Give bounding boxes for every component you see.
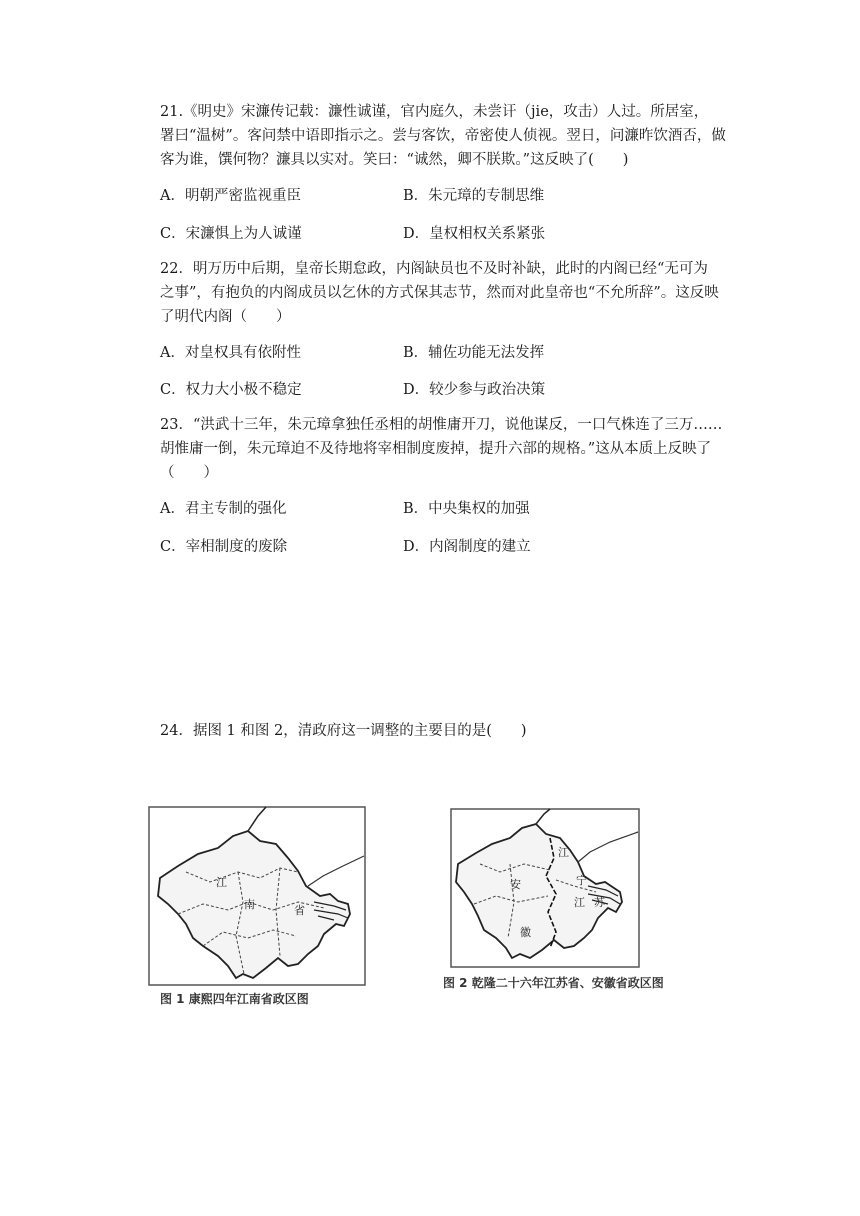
map-2-label-an: 安 bbox=[510, 878, 521, 891]
question-21-option-d[interactable]: D．皇权相权关系紧张 bbox=[403, 226, 546, 242]
question-23-line: （ ） bbox=[160, 465, 218, 481]
question-22-stem bbox=[160, 257, 719, 329]
question-22-line: 了明代内阁（ ） bbox=[160, 309, 291, 325]
question-22-option-b[interactable]: B．辅佐功能无法发挥 bbox=[403, 345, 545, 361]
question-24-stem: 24．据图 1 和图 2，清政府这一调整的主要目的是( ) bbox=[160, 723, 527, 739]
question-23-line: 胡惟庸一倒，朱元璋迫不及待地将宰相制度废掉，提升六部的规格。”这从本质上反映了 bbox=[160, 441, 712, 457]
map-2-qianlong-jiangsu-anhui bbox=[450, 808, 640, 968]
map-1-label-sheng: 省 bbox=[294, 904, 305, 917]
question-21-line: 客为谁，馔何物？濂具以实对。笑曰：“诚然，卿不朕欺。”这反映了( ) bbox=[160, 152, 629, 168]
question-22-line: 之事”，有抱负的内阁成员以乞休的方式保其志节，然而对此皇帝也“不允所辞”。这反映 bbox=[160, 285, 719, 301]
question-21-line: 21.《明史》宋濂传记载：濂性诚谨，官内庭久，未尝讦（jie，攻击）人过。所居室， bbox=[160, 104, 709, 120]
question-23-stem bbox=[160, 413, 723, 485]
map-1-label-nan: 南 bbox=[244, 898, 255, 911]
map-2-label-hui: 徽 bbox=[520, 926, 531, 939]
question-21-option-b[interactable]: B．朱元璋的专制思维 bbox=[403, 188, 545, 204]
question-23-option-d[interactable]: D．内阁制度的建立 bbox=[403, 539, 531, 555]
question-21-option-a[interactable]: A．明朝严密监视重臣 bbox=[160, 188, 301, 204]
question-22-line: 22．明万历中后期，皇帝长期怠政，内阁缺员也不及时补缺，此时的内阁已经“无可为 bbox=[160, 261, 708, 277]
question-21-line: 署曰“温树”。客问禁中语即指示之。尝与客饮，帝密使人侦视。翌日，问濂昨饮酒否，做 bbox=[160, 128, 726, 144]
map-2-label-jiang-north: 江 bbox=[558, 846, 569, 859]
question-22-option-d[interactable]: D．较少参与政治决策 bbox=[403, 382, 546, 398]
question-23-line: 23．“洪武十三年，朱元璋拿独任丞相的胡惟庸开刀，说他谋反，一口气株连了三万…… bbox=[160, 417, 723, 433]
question-21-option-c[interactable]: C．宋濂惧上为人诚谨 bbox=[160, 226, 302, 242]
question-22-option-c[interactable]: C．权力大小极不稳定 bbox=[160, 382, 302, 398]
question-23-option-b[interactable]: B．中央集权的加强 bbox=[403, 501, 530, 517]
map-1-caption: 图 1 康熙四年江南省政区图 bbox=[160, 992, 309, 1006]
map-1-label-jiang: 江 bbox=[216, 876, 227, 889]
question-21-stem bbox=[160, 100, 726, 172]
map-2-label-su: 苏 bbox=[594, 896, 605, 909]
map-1-kangxi-jiangnan bbox=[148, 806, 366, 986]
map-2-caption: 图 2 乾隆二十六年江苏省、安徽省政区图 bbox=[443, 976, 664, 990]
question-22-option-a[interactable]: A．对皇权具有依附性 bbox=[160, 345, 301, 361]
map-2-label-ning: 宁 bbox=[576, 874, 587, 887]
question-23-option-c[interactable]: C．宰相制度的废除 bbox=[160, 539, 288, 555]
question-23-option-a[interactable]: A．君主专制的强化 bbox=[160, 501, 287, 517]
map-2-label-jiang-south: 江 bbox=[574, 896, 585, 909]
